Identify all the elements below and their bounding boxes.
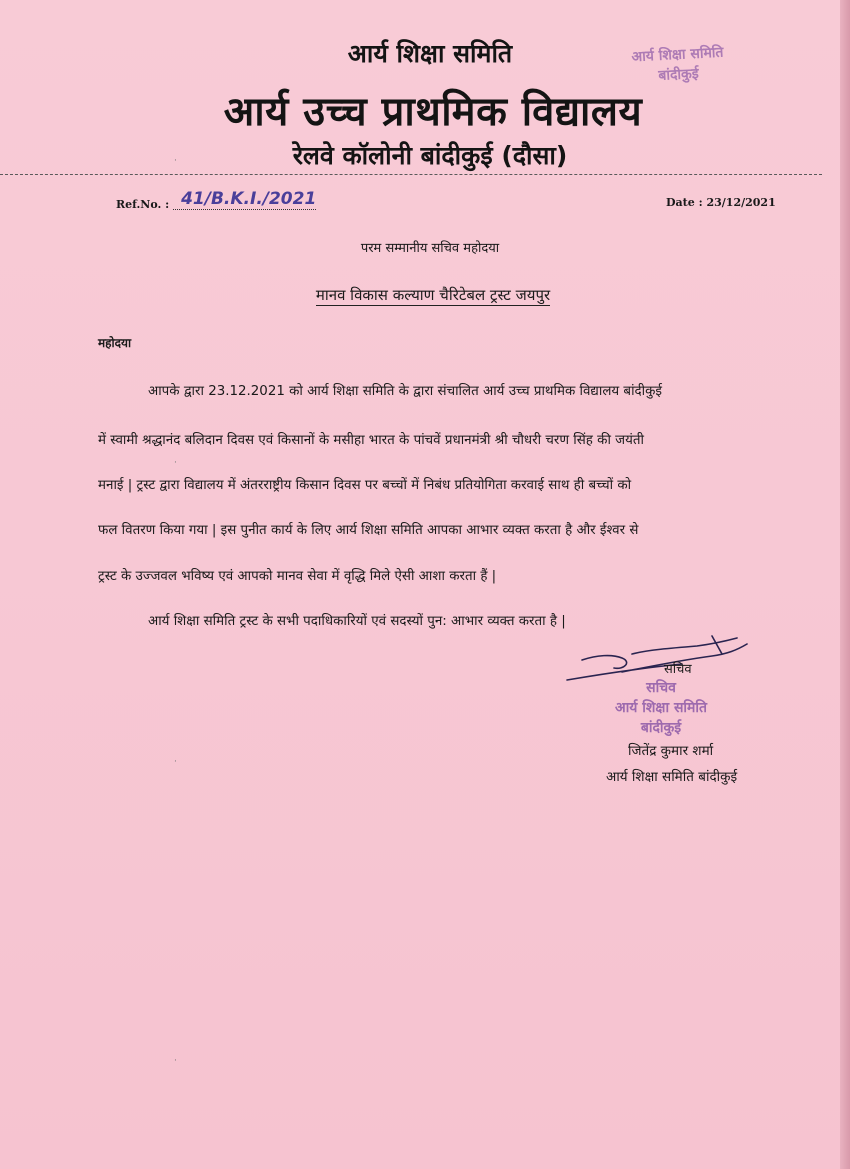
- organization-name: आर्य शिक्षा समिति: [347, 39, 513, 68]
- stamp-line: सचिव: [646, 680, 676, 696]
- scan-mark: ·: [174, 458, 177, 468]
- recipient-text: मानव विकास कल्याण चैरिटेबल ट्रस्ट जयपुर: [315, 286, 551, 304]
- letterhead-stamp: [617, 42, 739, 88]
- reference-value: 41/B.K.I./2021: [173, 189, 316, 210]
- signatory-organization: आर्य शिक्षा समिति बांदीकुई: [606, 769, 738, 785]
- header-divider: [0, 174, 822, 175]
- recipient-name: [0, 285, 850, 305]
- greeting: महोदया: [98, 336, 132, 350]
- body-line: में स्वामी श्रद्धानंद बलिदान दिवस एवं किसानों के मसीहा भारत के पांचवें प्रधानमंत्री श्री चौधरी चरण सिंह की जयंती: [98, 433, 644, 448]
- body-line: मनाई | ट्रस्ट द्वारा विद्यालय में अंतरराष्ट्रीय किसान दिवस पर बच्चों में निबंध प्रतियोगिता करवाई साथ ही बच्चों को: [98, 478, 632, 493]
- stamp-line: आर्य शिक्षा समिति: [614, 700, 708, 716]
- school-address: रेलवे कॉलोनी बांदीकुई (दौसा): [292, 141, 568, 170]
- page-edge-shadow: [840, 0, 850, 1169]
- stamp-line: बांदीकुई: [640, 720, 682, 736]
- closing-line: आर्य शिक्षा समिति ट्रस्ट के सभी पदाधिकारियों एवं सदस्यों पुन: आभार व्यक्त करता है |: [148, 614, 566, 629]
- signatory-role: सचिव: [664, 662, 692, 677]
- body-line: फल वितरण किया गया | इस पुनीत कार्य के लिए आर्य शिक्षा समिति आपका आभार व्यक्त करता है और ईश्वर से: [98, 523, 639, 538]
- salutation-line: परम सम्मानीय सचिव महोदया: [360, 241, 500, 256]
- reference-label: Ref.No. :: [116, 198, 170, 211]
- letter-date: Date : 23/12/2021: [666, 196, 776, 209]
- signatory-name: जितेंद्र कुमार शर्मा: [628, 743, 714, 759]
- secretary-stamp: [596, 678, 726, 738]
- scan-mark: ·: [174, 757, 177, 767]
- stamp-line: आर्य शिक्षा समिति: [631, 44, 724, 66]
- stamp-line: बांदीकुई: [657, 65, 700, 85]
- scan-mark: ·: [174, 1056, 177, 1066]
- school-name: आर्य उच्च प्राथमिक विद्यालय: [223, 89, 643, 135]
- body-line: आपके द्वारा 23.12.2021 को आर्य शिक्षा समिति के द्वारा संचालित आर्य उच्च प्राथमिक विद्यालय बांदीकुई: [148, 384, 662, 399]
- body-line: ट्रस्ट के उज्जवल भविष्य एवं आपको मानव सेवा में वृद्धि मिले ऐसी आशा करता हैं |: [98, 569, 497, 584]
- reference-number: [116, 189, 317, 214]
- scan-mark: ·: [174, 156, 177, 166]
